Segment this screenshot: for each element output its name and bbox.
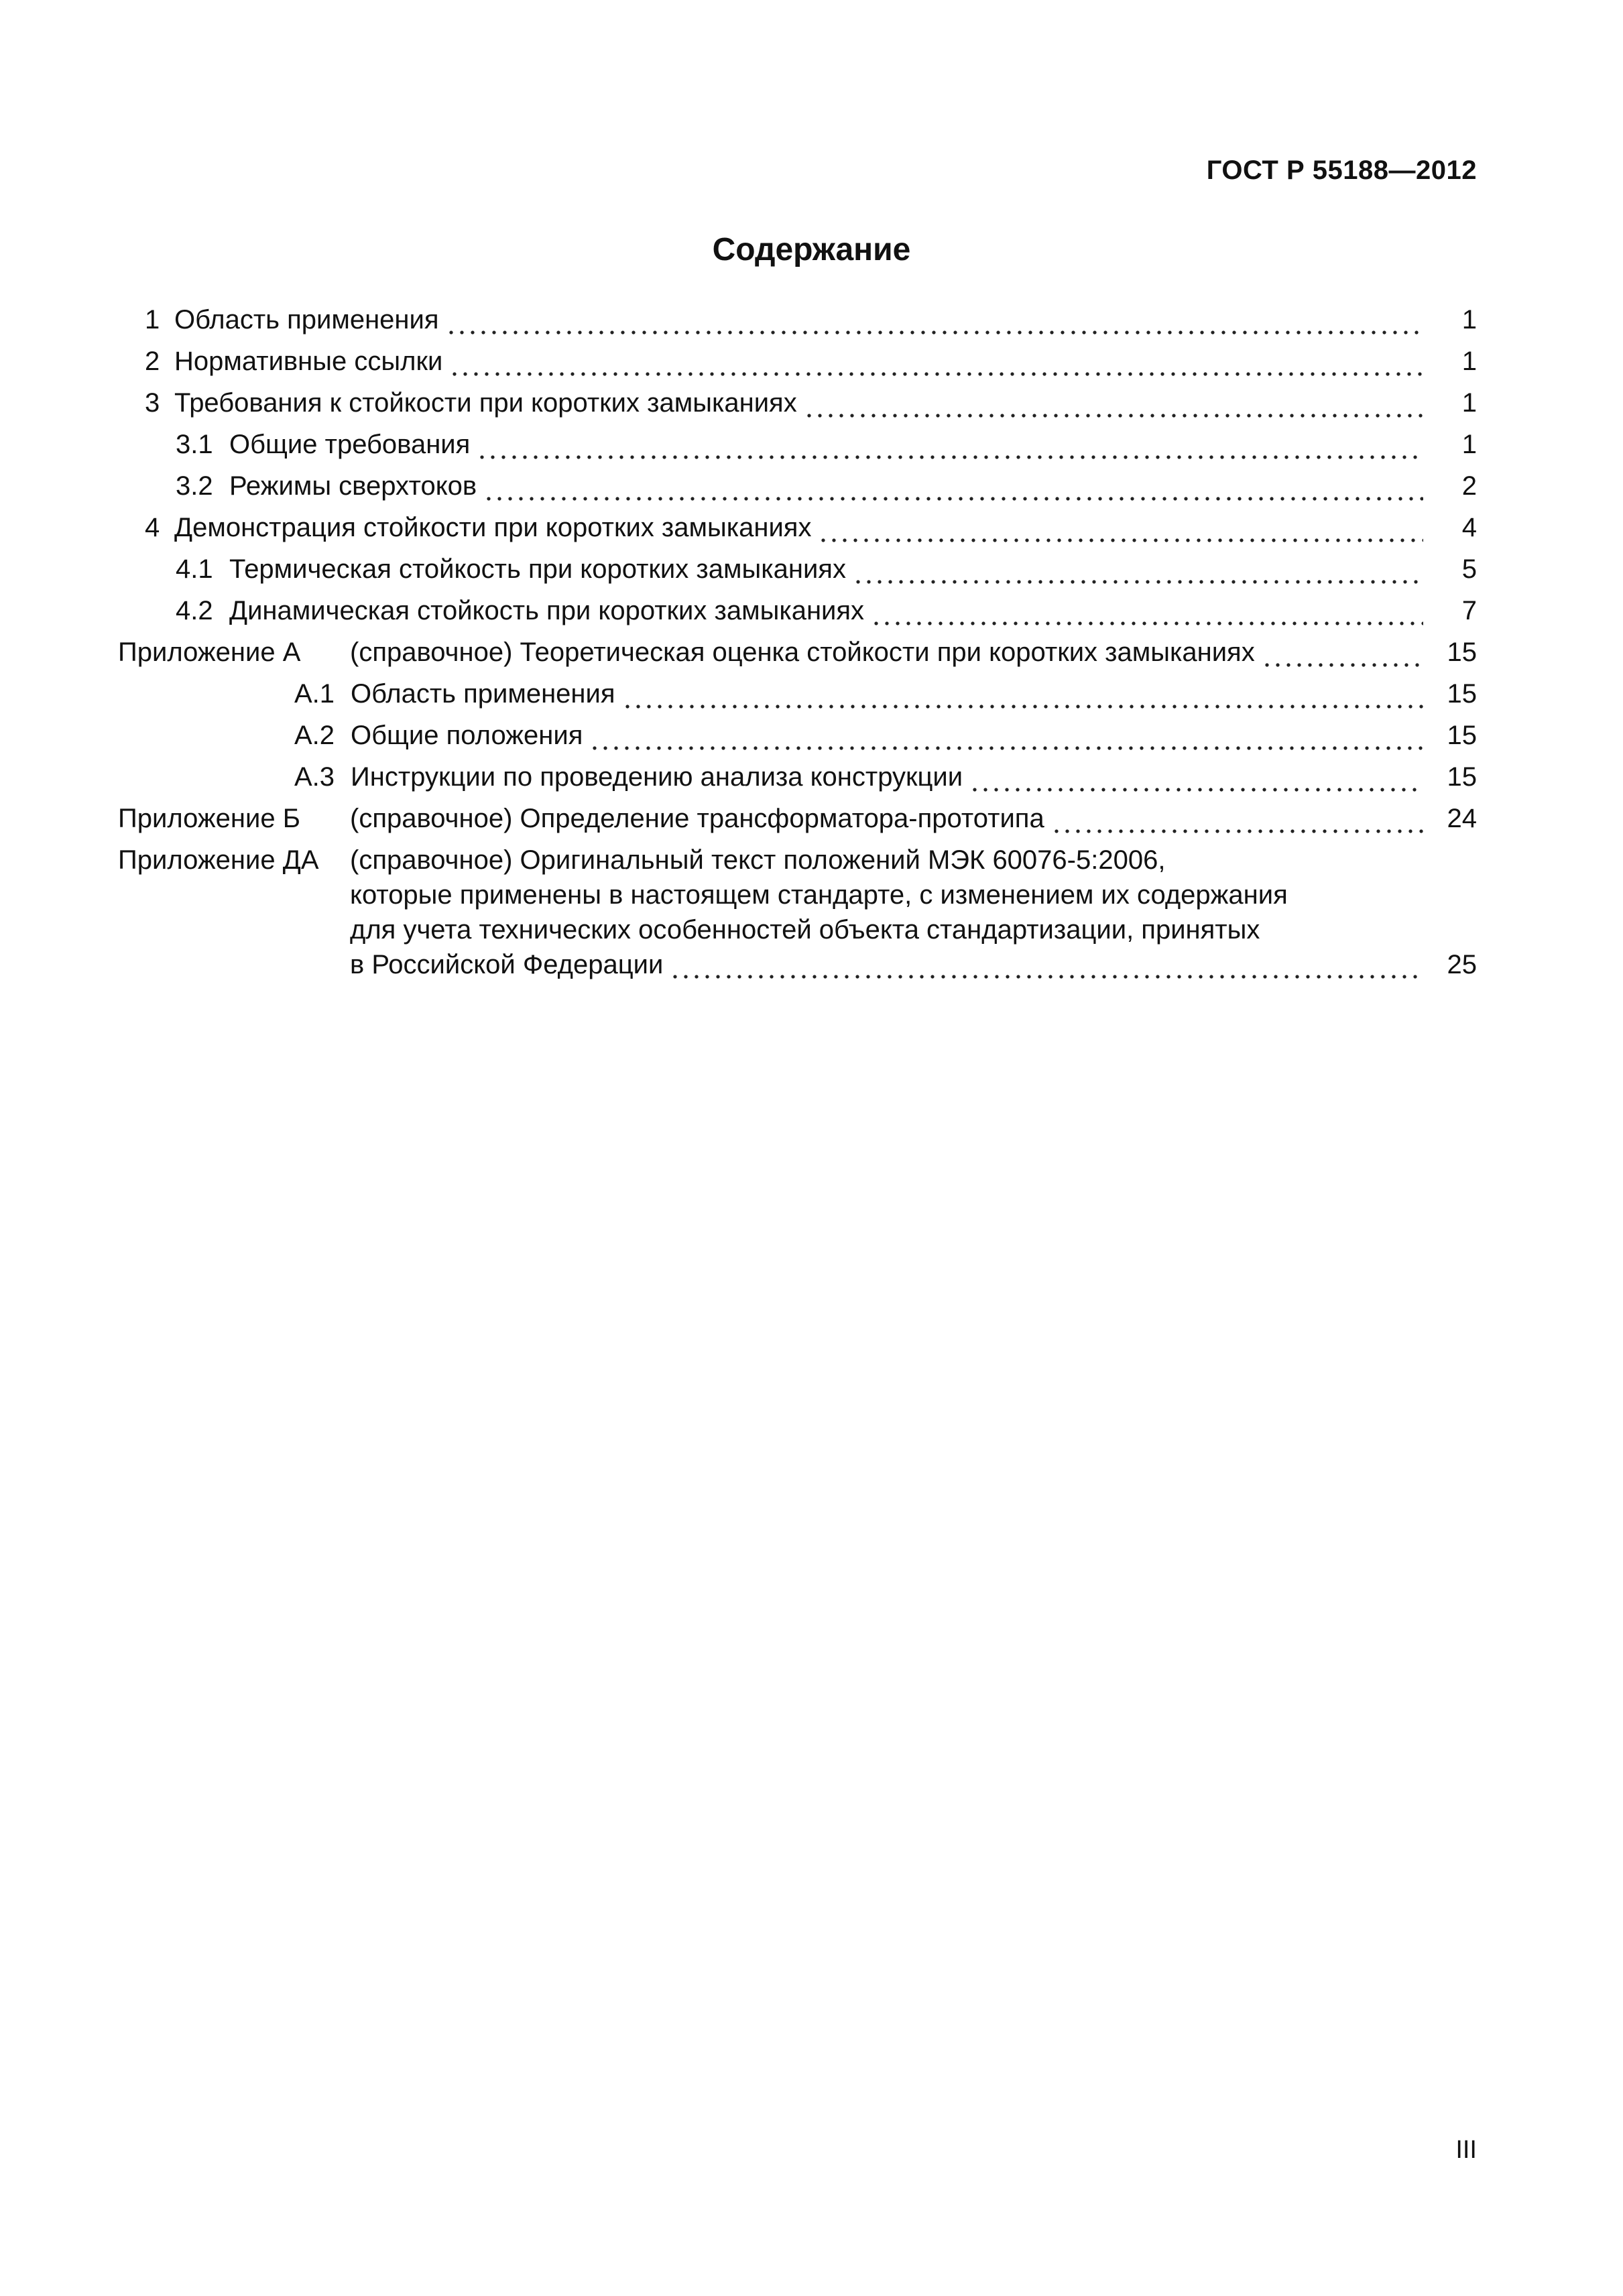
appendix-title-line: для учета технических особенностей объекта стандартизации, принятых [350, 915, 1260, 945]
appendix-entry[interactable] [118, 843, 1477, 982]
toc-entry[interactable] [118, 590, 1477, 631]
appendix-subentry-title: Область применения [351, 679, 615, 709]
dot-leader [1262, 631, 1423, 673]
toc-entry-title: Динамическая стойкость при коротких замыканиях [229, 596, 865, 625]
page-number: III [1455, 2136, 1477, 2164]
toc-entry-title: Режимы сверхтоков [229, 471, 477, 501]
appendix-label: Приложение Б [118, 804, 300, 833]
dot-leader [670, 947, 1423, 982]
toc-entry-title: Термическая стойкость при коротких замыканиях [229, 554, 846, 584]
appendix-page: 15 [1447, 638, 1477, 667]
dot-leader [853, 548, 1423, 590]
appendix-subentry-number: А.3 [294, 762, 335, 792]
toc-entry-page: 1 [1461, 430, 1477, 459]
dot-leader [483, 465, 1423, 507]
dot-leader [449, 341, 1423, 382]
appendix-entry[interactable] [118, 798, 1477, 839]
toc-entry-title: Демонстрация стойкости при коротких замыканиях [174, 513, 812, 542]
toc-entry[interactable] [118, 341, 1477, 382]
appendix-subentry-number: А.1 [294, 679, 335, 709]
toc-entry-number: 1 [145, 305, 160, 335]
appendix-subentry-title: Общие положения [351, 721, 583, 750]
dot-leader [477, 424, 1423, 465]
appendix-title: (справочное) Определение трансформатора-прототипа [350, 804, 1044, 833]
toc-entry-page: 1 [1461, 347, 1477, 376]
toc-entry-page: 1 [1461, 305, 1477, 335]
dot-leader [871, 590, 1423, 631]
toc-entry[interactable] [118, 424, 1477, 465]
toc-entry-page: 1 [1461, 388, 1477, 418]
dot-leader [804, 382, 1423, 424]
appendix-title-line: которые применены в настоящем стандарте, с изменением их содержания [350, 880, 1288, 910]
appendix-title: (справочное) Теоретическая оценка стойкости при коротких замыканиях [350, 638, 1255, 667]
appendix-subentry[interactable] [118, 756, 1477, 798]
appendix-title-line: (справочное) Оригинальный текст положений МЭК 60076-5:2006, [350, 845, 1166, 875]
toc-entry-title: Нормативные ссылки [174, 347, 443, 376]
dot-leader [589, 715, 1423, 756]
toc-entry[interactable] [118, 548, 1477, 590]
toc-entry-number: 4.2 [176, 596, 213, 625]
appendix-subentry-number: А.2 [294, 721, 335, 750]
appendix-subentry-page: 15 [1447, 762, 1477, 792]
dot-leader [446, 299, 1423, 341]
appendix-subentry[interactable] [118, 715, 1477, 756]
appendix-subentry-page: 15 [1447, 679, 1477, 709]
toc-entry-number: 2 [145, 347, 160, 376]
appendix-title-block [350, 843, 1477, 982]
appendix-label: Приложение А [118, 638, 301, 667]
toc-entry-number: 3.2 [176, 471, 213, 501]
appendix-label: Приложение ДА [118, 845, 319, 875]
appendix-page: 25 [1447, 950, 1477, 979]
toc-entry-page: 2 [1461, 471, 1477, 501]
appendix-subentry[interactable] [118, 673, 1477, 715]
toc-entry-page: 7 [1461, 596, 1477, 625]
appendix-page: 24 [1447, 804, 1477, 833]
toc-entry-page: 4 [1461, 513, 1477, 542]
toc-entry-title: Область применения [174, 305, 439, 335]
toc-entry[interactable] [118, 299, 1477, 341]
toc-entry-title: Общие требования [229, 430, 471, 459]
toc-entry-number: 3.1 [176, 430, 213, 459]
appendix-title-line: в Российской Федерации [350, 950, 664, 979]
toc-entry-number: 4 [145, 513, 160, 542]
appendix-entry[interactable] [118, 631, 1477, 673]
toc-entry[interactable] [118, 382, 1477, 424]
appendix-subentry-page: 15 [1447, 721, 1477, 750]
dot-leader [969, 756, 1423, 798]
toc-entry-number: 4.1 [176, 554, 213, 584]
appendix-title-last-line [350, 947, 1477, 982]
toc-entry-title: Требования к стойкости при коротких замыканиях [174, 388, 797, 418]
document-header-code: ГОСТ Р 55188—2012 [1206, 156, 1477, 185]
toc-entry-page: 5 [1461, 554, 1477, 584]
toc-entry[interactable] [118, 507, 1477, 548]
page-title: Содержание [712, 232, 911, 267]
appendix-subentry-title: Инструкции по проведению анализа конструкции [351, 762, 963, 792]
toc-entry-number: 3 [145, 388, 160, 418]
dot-leader [1051, 798, 1423, 839]
dot-leader [818, 507, 1423, 548]
dot-leader [622, 673, 1423, 715]
toc-entry[interactable] [118, 465, 1477, 507]
